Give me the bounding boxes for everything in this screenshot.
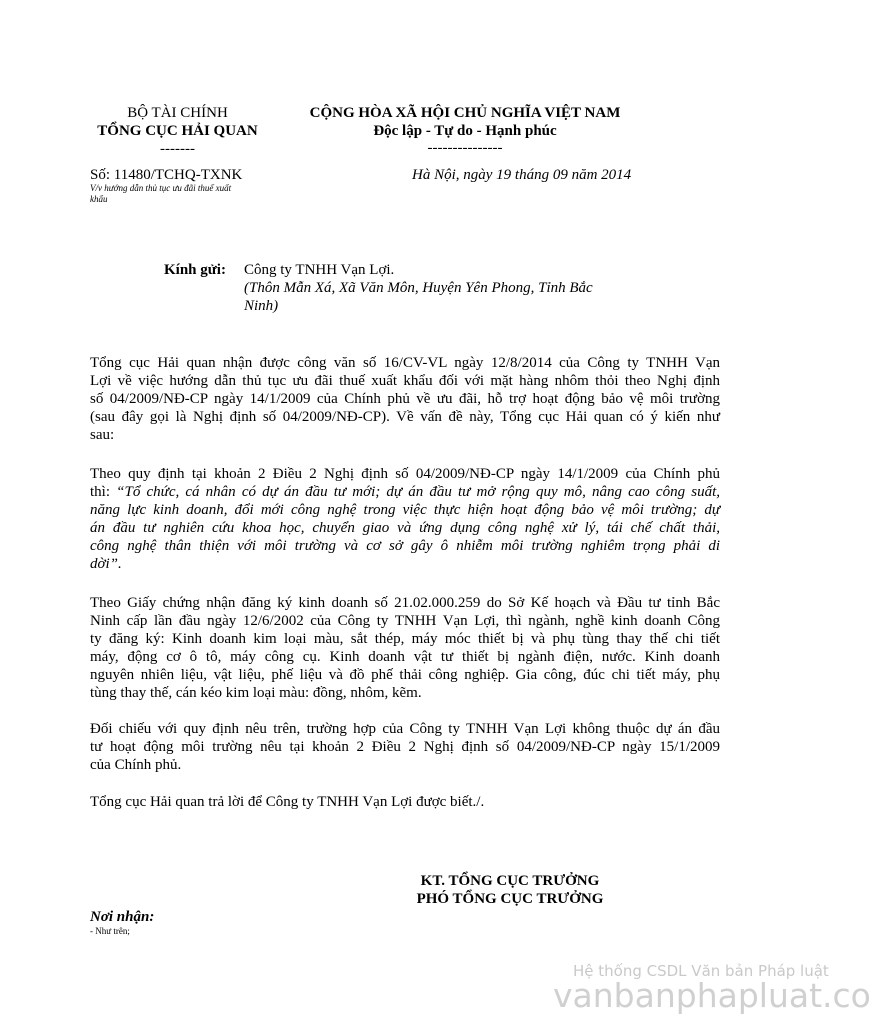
paragraph-prefix: thì: xyxy=(90,484,117,500)
paragraph-intro xyxy=(90,354,720,444)
paragraph-line: Theo Giấy chứng nhận đăng ký kinh doanh số 21.02.000.259 do Sở Kế hoạch và Đầu tư tỉnh Bắc xyxy=(90,595,720,611)
paragraph-line: sau: xyxy=(90,427,115,443)
recipient-item: - Như trên; xyxy=(90,926,130,936)
regulation-quote: năng lực kinh doanh, đổi mới công nghệ trong việc thực hiện hoạt động bảo vệ môi trường; dự xyxy=(90,502,720,518)
regulation-quote: án đầu tư nghiên cứu khoa học, chuyển giao và ứng dụng công nghệ xử lý, tái chế chất thải, xyxy=(90,520,720,536)
recipient-address-2: Ninh) xyxy=(244,298,279,314)
paragraph-conclusion xyxy=(90,720,720,774)
regulation-quote: công nghệ thân thiện với môi trường và cơ sở gây ô nhiễm môi trường nghiêm trọng phải di xyxy=(90,538,720,554)
recipient-name: Công ty TNHH Vạn Lợi. xyxy=(244,262,395,278)
paragraph-line: ty đăng ký: Kinh doanh kim loại màu, sắt thép, máy móc thiết bị và phụ tùng thay thế chi tiết xyxy=(90,631,720,647)
paragraph-line: (sau đây gọi là Nghị định số 04/2009/NĐ-CP). Về vấn đề này, Tổng cục Hải quan có ý kiến như xyxy=(90,409,720,425)
recipient-label: Kính gửi: xyxy=(164,262,226,278)
paragraph-line: tùng thay thế, cán kéo kim loại màu: đồng, nhôm, kẽm. xyxy=(90,685,422,701)
paragraph-regulation xyxy=(90,465,720,573)
subject-line-2: khẩu xyxy=(90,194,108,204)
ministry-name: BỘ TÀI CHÍNH xyxy=(127,105,228,121)
regulation-quote: “Tổ chức, cá nhân có dự án đầu tư mới; dự án đầu tư mở rộng quy mô, nâng cao công suất, xyxy=(116,484,720,500)
paragraph-line: Đối chiếu với quy định nêu trên, trường hợp của Công ty TNHH Vạn Lợi không thuộc dự án đầu xyxy=(90,721,720,737)
regulation-quote: dời”. xyxy=(90,556,122,572)
paragraph-business-license xyxy=(90,594,720,702)
department-name: TỔNG CỤC HẢI QUAN xyxy=(97,123,258,139)
document-number: Số: 11480/TCHQ-TXNK xyxy=(90,167,243,183)
place-date: Hà Nội, ngày 19 tháng 09 năm 2014 xyxy=(412,167,632,183)
paragraph-line: số 04/2009/NĐ-CP ngày 14/1/2009 của Chính phủ về ưu đãi, hỗ trợ hoạt động bảo vệ môi trường xyxy=(90,391,720,407)
watermark-caption: Hệ thống CSDL Văn bản Pháp luật xyxy=(573,962,829,980)
paragraph-line: tư hoạt động môi trường nêu tại khoản 2 Điều 2 Nghị định số 04/2009/NĐ-CP ngày 15/1/2009 xyxy=(90,739,720,755)
watermark-domain[interactable]: vanbanphapluat.co xyxy=(553,976,871,1015)
paragraph-line xyxy=(90,483,720,501)
left-divider: ------- xyxy=(160,141,195,157)
signature-subtitle: PHÓ TỔNG CỤC TRƯỞNG xyxy=(416,891,604,907)
motto: Độc lập - Tự do - Hạnh phúc xyxy=(373,123,557,139)
paragraph-line: Lợi về việc hướng dẫn thủ tục ưu đãi thuế xuất khẩu đối với mặt hàng nhôm thỏi theo Nghị định xyxy=(90,373,720,389)
right-divider: --------------- xyxy=(427,140,503,156)
recipients-title: Nơi nhận: xyxy=(90,909,155,925)
paragraph-line: nguyên nhiên liệu, vật liệu, phế liệu và đồ phế thải công nghiệp. Gia công, đúc chi tiết máy, phụ xyxy=(90,667,720,683)
paragraph-line: Ninh cấp lần đầu ngày 12/6/2002 của Công ty TNHH Vạn Lợi, thì ngành, nghề kinh doanh Công xyxy=(90,613,720,629)
subject-line-1: V/v hướng dẫn thủ tục ưu đãi thuế xuất xyxy=(90,183,232,193)
nation-title: CỘNG HÒA XÃ HỘI CHỦ NGHĨA VIỆT NAM xyxy=(309,105,621,121)
paragraph-line: Theo quy định tại khoản 2 Điều 2 Nghị định số 04/2009/NĐ-CP ngày 14/1/2009 của Chính phủ xyxy=(90,466,720,482)
paragraph-line: máy, động cơ ô tô, máy công cụ. Kinh doanh vật tư thiết bị ngành điện, nước. Kinh doanh xyxy=(90,649,720,665)
paragraph-line: của Chính phủ. xyxy=(90,757,182,773)
paragraph-closing: Tổng cục Hải quan trả lời để Công ty TNHH Vạn Lợi được biết./. xyxy=(90,794,485,810)
recipient-address-1: (Thôn Mẫn Xá, Xã Văn Môn, Huyện Yên Phong, Tỉnh Bắc xyxy=(244,280,593,296)
signature-title: KT. TỔNG CỤC TRƯỞNG xyxy=(420,873,600,889)
paragraph-line: Tổng cục Hải quan nhận được công văn số 16/CV-VL ngày 12/8/2014 của Công ty TNHH Vạn xyxy=(90,355,720,371)
